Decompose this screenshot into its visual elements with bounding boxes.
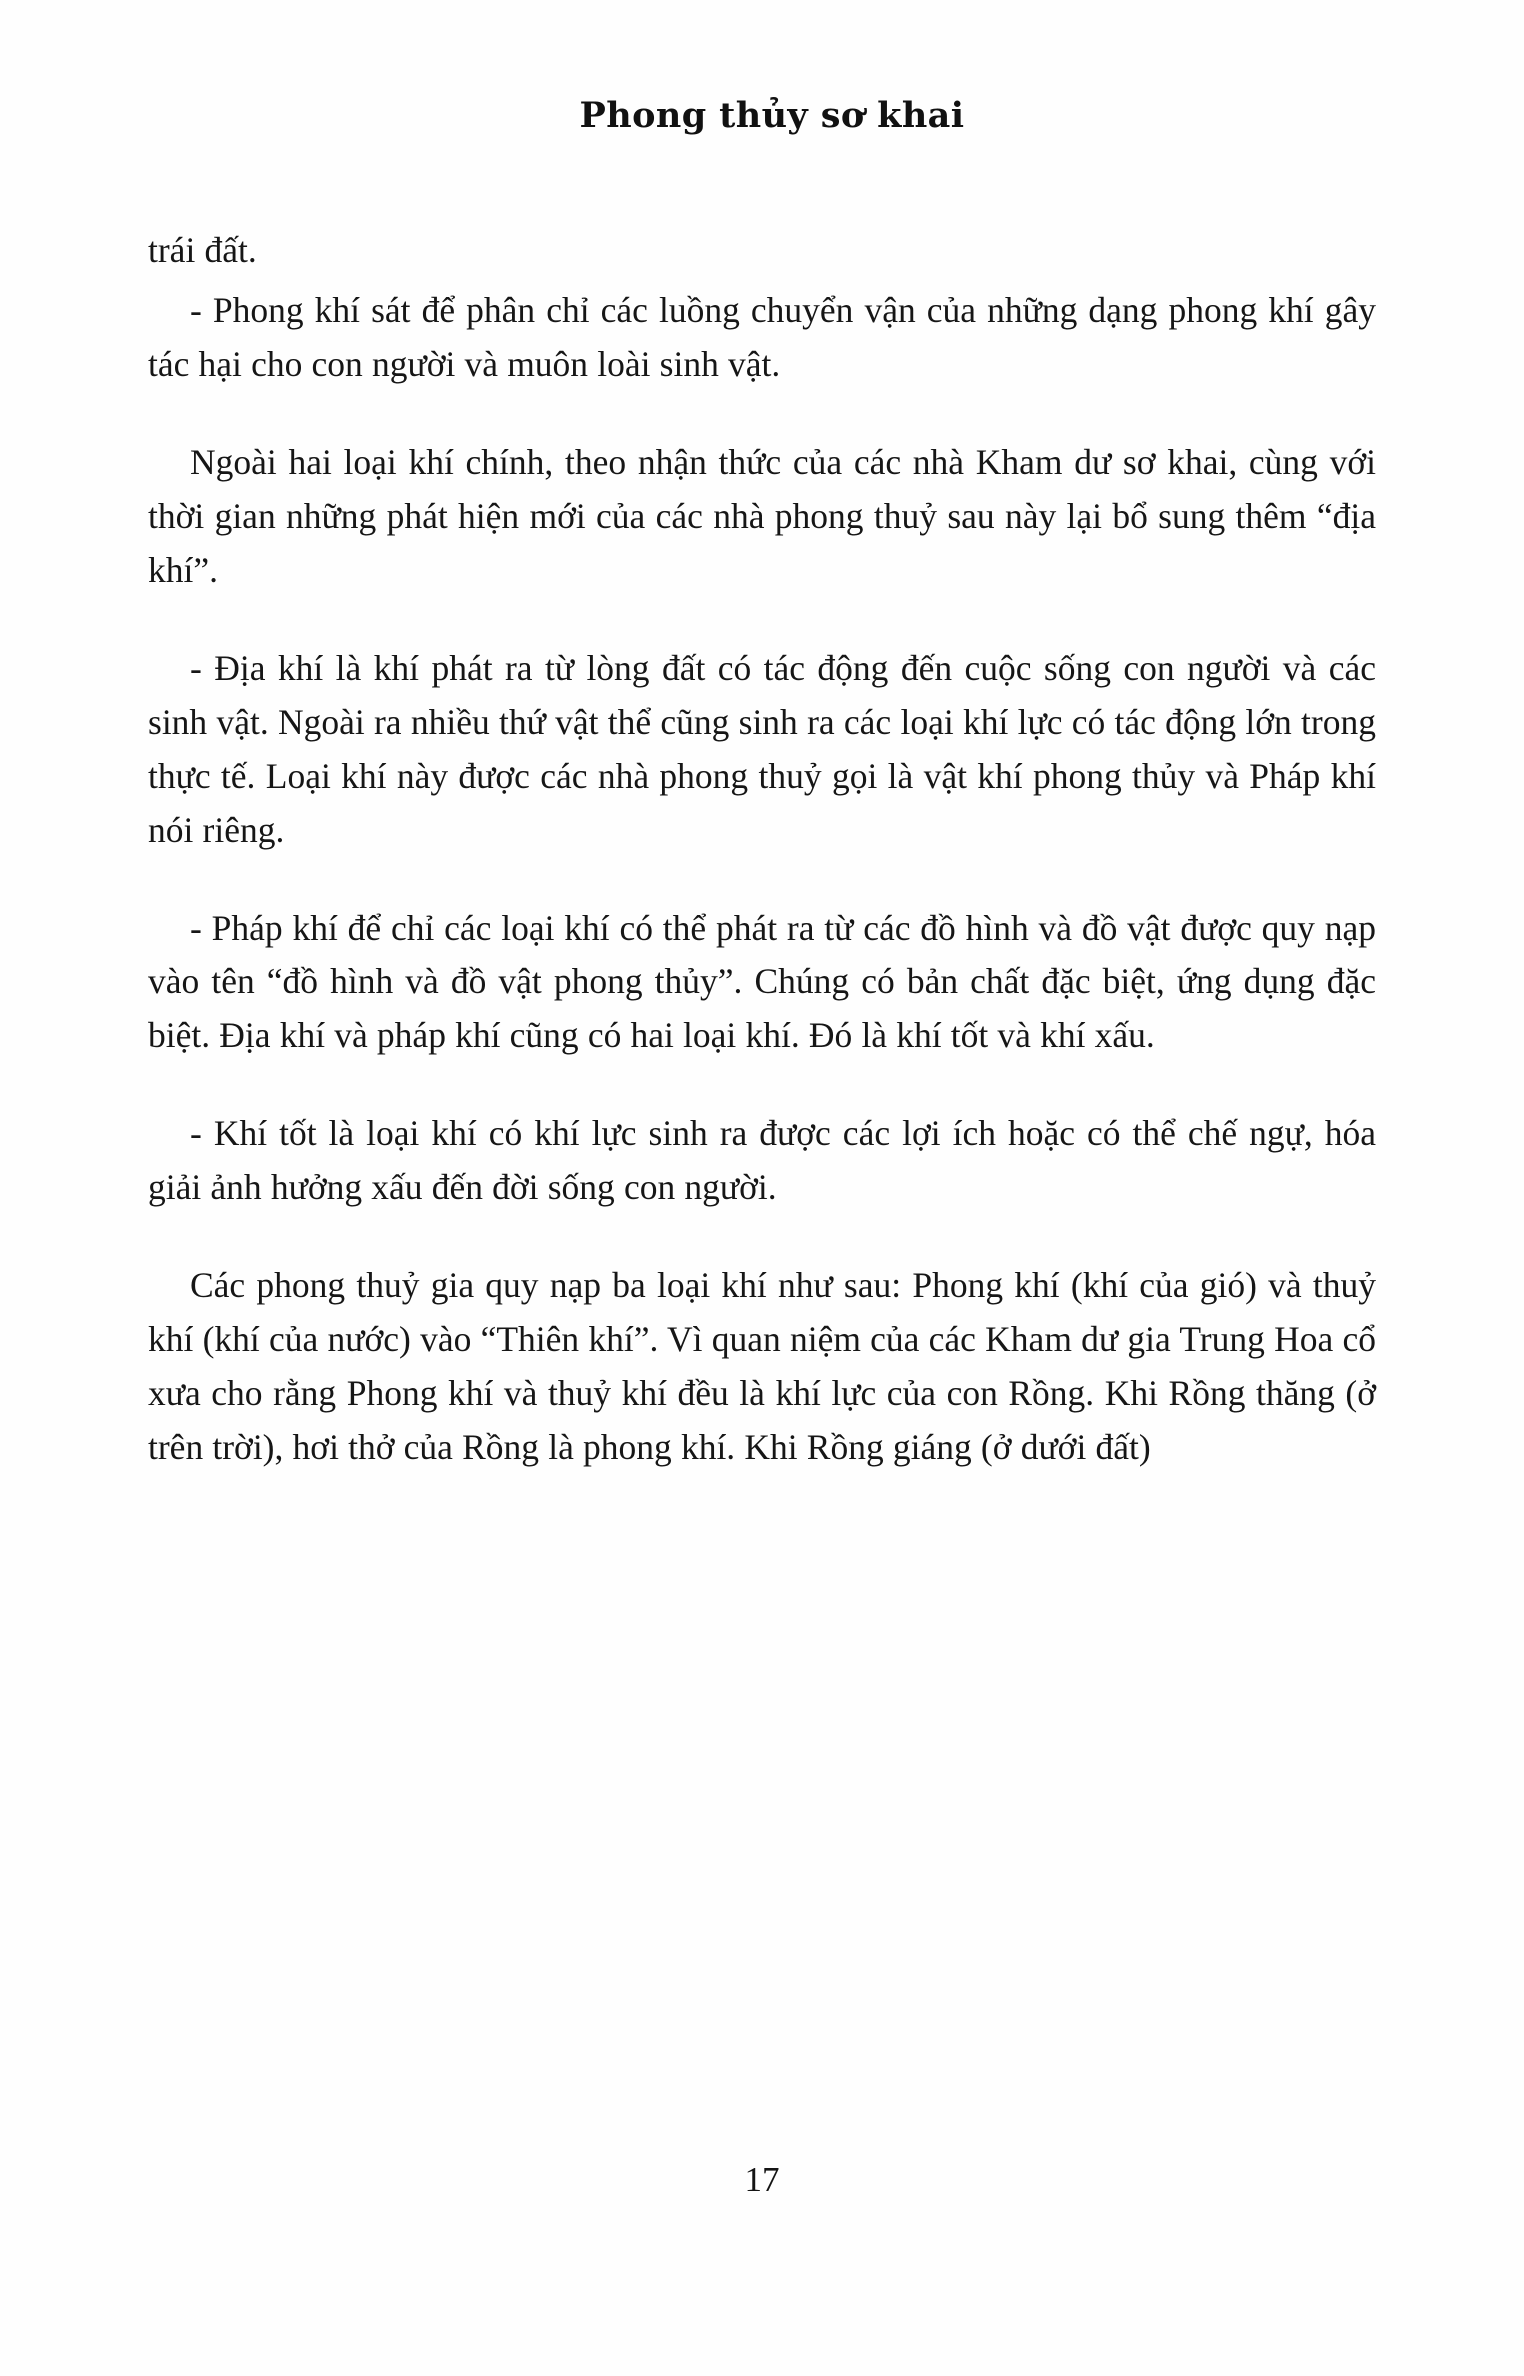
page-number: 17 xyxy=(744,2160,780,2199)
running-head: Phong thủy sơ khai xyxy=(579,95,965,136)
paragraph-3: Ngoài hai loại khí chính, theo nhận thức của các nhà Kham dư sơ khai, cùng với thời gian những phát hiện mới của các nhà phong thuỷ sau này lại bổ sung thêm “địa khí”. xyxy=(148,441,1376,590)
paragraph-6: - Khí tốt là loại khí có khí lực sinh ra được các lợi ích hoặc có thể chế ngự, hóa giải ảnh hưởng xấu đến đời sống con người. xyxy=(148,1113,1376,1208)
paragraph-7: Các phong thuỷ gia quy nạp ba loại khí như sau: Phong khí (khí của gió) và thuỷ khí (khí của nước) vào “Thiên khí”. Vì quan niệm của các Kham dư gia Trung Hoa cổ xưa cho rằng Phong khí và thuỷ khí đều là khí lực của con Rồng. Khi Rồng thăng (ở trên trời), hơi thở của Rồng là phong khí. Khi Rồng giáng (ở dưới đất) xyxy=(148,1265,1376,1468)
paragraph-4: - Địa khí là khí phát ra từ lòng đất có tác động đến cuộc sống con người và các sinh vật. Ngoài ra nhiều thứ vật thể cũng sinh ra các loại khí lực có tác động lớn trong thực tế. Loại khí này được các nhà phong thuỷ gọi là vật khí phong thủy và Pháp khí nói riêng. xyxy=(148,647,1376,850)
paragraph-1: trái đất. xyxy=(148,230,257,270)
body-text xyxy=(148,224,1376,1475)
paragraph-2: - Phong khí sát để phân chỉ các luồng chuyển vận của những dạng phong khí gây tác hại cho con người và muôn loài sinh vật. xyxy=(148,289,1376,384)
paragraph-5: - Pháp khí để chỉ các loại khí có thể phát ra từ các đồ hình và đồ vật được quy nạp vào tên “đồ hình và đồ vật phong thủy”. Chúng có bản chất đặc biệt, ứng dụng đặc biệt. Địa khí và pháp khí cũng có hai loại khí. Đó là khí tốt và khí xấu. xyxy=(148,907,1376,1056)
